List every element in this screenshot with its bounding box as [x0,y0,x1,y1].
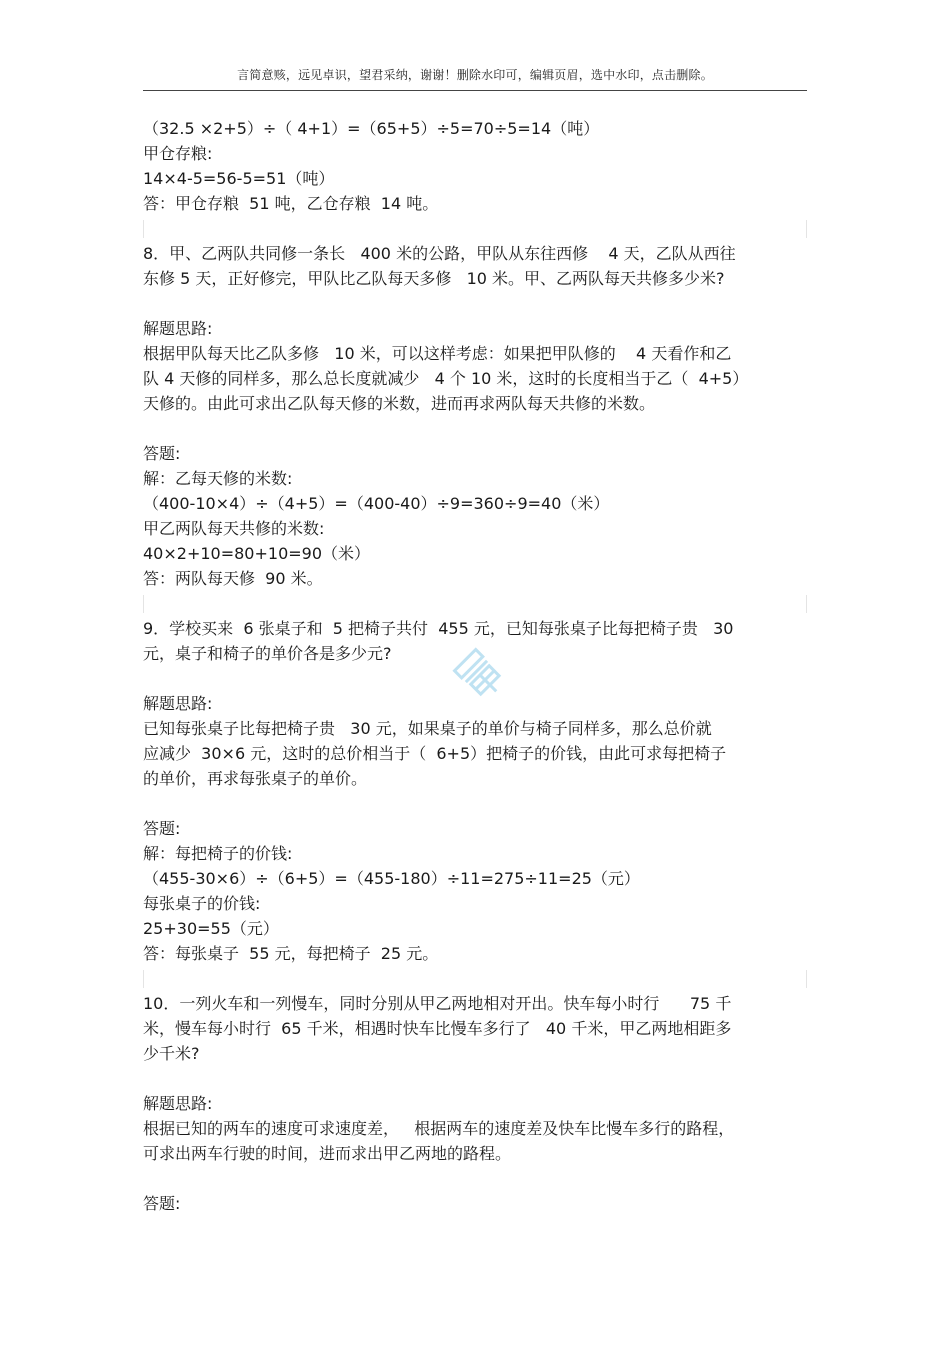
text-line: 每张桌子的价钱: [143,894,261,913]
text-line: 东修 5 天，正好修完，甲队比乙队每天多修 10 米。甲、乙两队每天共修多少米? [143,269,725,288]
text-line: 答：两队每天修 90 米。 [143,569,323,588]
header-divider [143,90,807,91]
text-line: （400-10×4）÷（4+5）=（400-40）÷9=360÷9=40（米） [143,494,610,513]
section-separator [143,966,807,991]
text-line: 答题: [143,1194,181,1213]
text-line: 答题: [143,444,181,463]
text-block [143,1091,807,1166]
section-separator [143,216,807,241]
text-line: 的单价，再求每张桌子的单价。 [143,769,368,788]
text-line: 8．甲、乙两队共同修一条长 400 米的公路，甲队从东往西修 4 天，乙队从西往 [143,244,736,263]
text-block [143,316,807,416]
text-line: 14×4-5=56-5=51（吨） [143,169,335,188]
text-line: 解：每把椅子的价钱: [143,844,293,863]
text-line: 答：甲仓存粮 51 吨，乙仓存粮 14 吨。 [143,194,439,213]
text-line: 答：每张桌子 55 元，每把椅子 25 元。 [143,944,439,963]
text-line: 解题思路: [143,319,213,338]
text-line: 9．学校买来 6 张桌子和 5 把椅子共付 455 元，已知每张桌子比每把椅子贵 30 [143,619,734,638]
text-line: 10．一列火车和一列慢车，同时分别从甲乙两地相对开出。快车每小时行 75 千 [143,994,732,1013]
blank-line [143,291,807,316]
text-line: 解题思路: [143,694,213,713]
text-line: 已知每张桌子比每把椅子贵 30 元，如果桌子的单价与椅子同样多，那么总价就 [143,719,712,738]
text-line: 根据已知的两车的速度可求速度差， 根据两车的速度差及快车比慢车多行的路程， [143,1119,735,1138]
text-line: 40×2+10=80+10=90（米） [143,544,371,563]
text-line: 25+30=55（元） [143,919,279,938]
section-separator [143,591,807,616]
blank-line [143,1066,807,1091]
blank-line [143,416,807,441]
text-line: 应减少 30×6 元，这时的总价相当于（ 6+5）把椅子的价钱，由此可求每把椅子 [143,744,727,763]
text-line: （32.5 ×2+5）÷（ 4+1）=（65+5）÷5=70÷5=14（吨） [143,119,600,138]
text-block [143,441,807,591]
text-line: 甲仓存粮: [143,144,213,163]
text-block [143,816,807,966]
text-line: 元，桌子和椅子的单价各是多少元? [143,644,392,663]
blank-line [143,791,807,816]
text-line: 解题思路: [143,1094,213,1113]
text-line: 答题: [143,819,181,838]
text-line: 甲乙两队每天共修的米数: [143,519,325,538]
text-block [143,1191,807,1216]
text-line: 少千米? [143,1044,200,1063]
text-line: 米，慢车每小时行 65 千米，相遇时快车比慢车多行了 40 千米，甲乙两地相距多 [143,1019,732,1038]
text-line: 根据甲队每天比乙队多修 10 米，可以这样考虑：如果把甲队修的 4 天看作和乙 [143,344,732,363]
watermark-icon[interactable] [445,640,515,710]
text-line: 可求出两车行驶的时间，进而求出甲乙两地的路程。 [143,1144,512,1163]
text-block [143,241,807,291]
blank-line [143,1166,807,1191]
text-block [143,991,807,1066]
text-line: 解：乙每天修的米数: [143,469,293,488]
text-line: （455-30×6）÷（6+5）=（455-180）÷11=275÷11=25（元） [143,869,640,888]
text-block [143,116,807,216]
text-line: 队 4 天修的同样多，那么总长度就减少 4 个 10 米，这时的长度相当于乙（ 4+5） [143,369,749,388]
text-line: 天修的。由此可求出乙队每天修的米数，进而再求两队每天共修的米数。 [143,394,656,413]
page-header-text: 言简意赅，远见卓识，望君采纳，谢谢！删除水印可，编辑页眉，选中水印，点击删除。 [237,68,713,82]
